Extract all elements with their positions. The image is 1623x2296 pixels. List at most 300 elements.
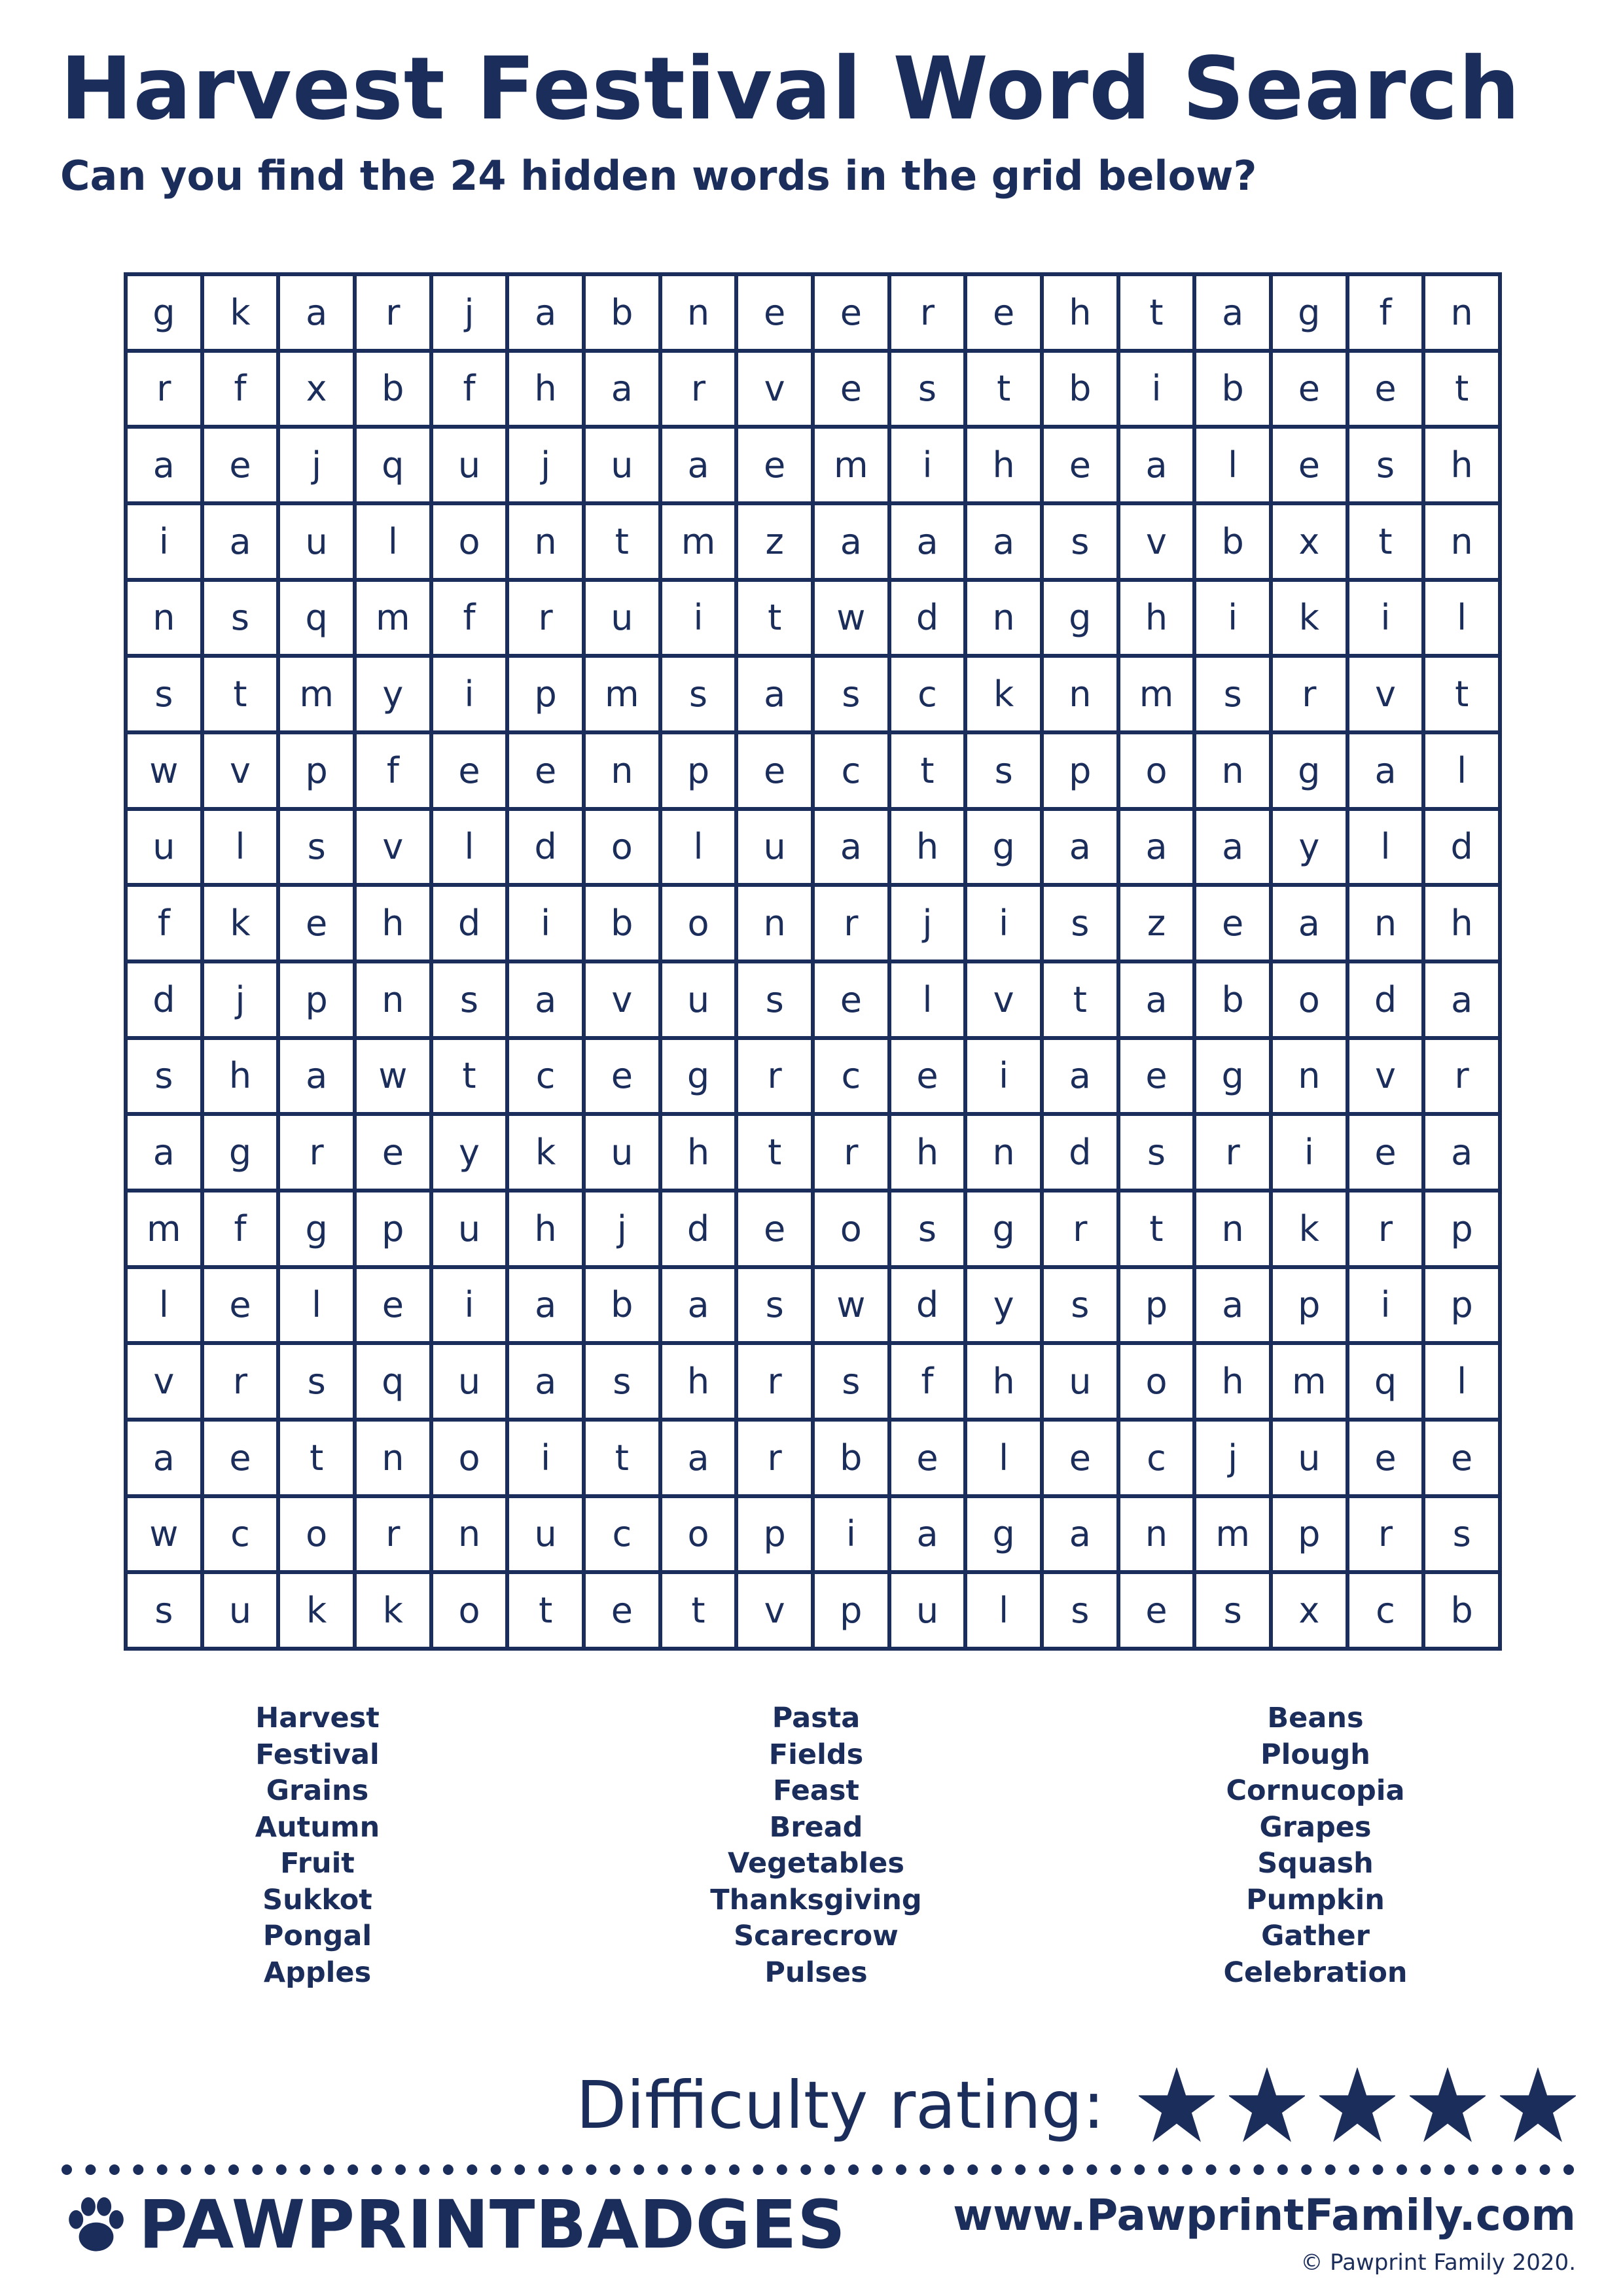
grid-cell: n — [126, 580, 202, 656]
grid-cell: c — [1118, 1420, 1195, 1496]
grid-cell: u — [889, 1572, 966, 1649]
grid-cell: d — [1042, 1114, 1118, 1191]
word-list-column-2 — [633, 1700, 999, 1991]
grid-cell: f — [889, 1343, 966, 1420]
word-list-column-1 — [134, 1700, 501, 1991]
grid-cell: r — [202, 1343, 279, 1420]
grid-cell: v — [1118, 503, 1195, 580]
website-link[interactable]: www.PawprintFamily.com — [953, 2190, 1576, 2240]
grid-cell: p — [813, 1572, 889, 1649]
grid-cell: e — [1042, 1420, 1118, 1496]
grid-cell: o — [278, 1496, 355, 1573]
page-title: Harvest Festival Word Search — [60, 39, 1521, 139]
grid-cell: f — [431, 580, 508, 656]
grid-cell: i — [813, 1496, 889, 1573]
grid-cell: d — [1347, 961, 1424, 1038]
grid-cell: t — [507, 1572, 584, 1649]
grid-cell: f — [126, 885, 202, 961]
grid-cell: s — [889, 351, 966, 427]
grid-cell: t — [889, 732, 966, 809]
word-list-item: Sukkot — [262, 1883, 372, 1916]
grid-cell: i — [1271, 1114, 1347, 1191]
grid-cell: w — [126, 1496, 202, 1573]
grid-cell: e — [1347, 1420, 1424, 1496]
word-list-item: Pumpkin — [1246, 1883, 1385, 1916]
grid-cell: g — [965, 1496, 1042, 1573]
grid-cell: a — [584, 351, 660, 427]
grid-cell: o — [431, 1420, 508, 1496]
grid-cell: e — [736, 732, 813, 809]
grid-cell: s — [278, 1343, 355, 1420]
grid-cell: b — [1042, 351, 1118, 427]
grid-cell: s — [660, 656, 737, 732]
grid-cell: o — [1118, 1343, 1195, 1420]
star-icon — [1229, 2068, 1305, 2144]
grid-cell: n — [507, 503, 584, 580]
grid-cell: i — [660, 580, 737, 656]
grid-cell: h — [1423, 427, 1500, 503]
grid-cell: m — [278, 656, 355, 732]
grid-cell: m — [584, 656, 660, 732]
grid-cell: j — [202, 961, 279, 1038]
grid-cell: q — [278, 580, 355, 656]
grid-cell: t — [1347, 503, 1424, 580]
grid-cell: l — [1423, 732, 1500, 809]
grid-cell: a — [660, 1267, 737, 1344]
grid-cell: t — [1042, 961, 1118, 1038]
grid-cell: i — [431, 656, 508, 732]
grid-cell: p — [1042, 732, 1118, 809]
grid-cell: e — [202, 1267, 279, 1344]
word-list-item: Bread — [769, 1810, 863, 1844]
grid-cell: s — [889, 1191, 966, 1267]
grid-cell: t — [736, 580, 813, 656]
grid-cell: s — [1194, 1572, 1271, 1649]
grid-cell: b — [584, 1267, 660, 1344]
grid-cell: a — [1423, 1114, 1500, 1191]
grid-cell: u — [278, 503, 355, 580]
word-list-item: Fields — [768, 1738, 864, 1771]
word-list-item: Cornucopia — [1226, 1774, 1405, 1807]
grid-cell: m — [126, 1191, 202, 1267]
grid-cell: l — [126, 1267, 202, 1344]
grid-cell: p — [1271, 1496, 1347, 1573]
grid-cell: r — [813, 885, 889, 961]
grid-cell: r — [1347, 1191, 1424, 1267]
grid-cell: s — [1423, 1496, 1500, 1573]
grid-cell: y — [965, 1267, 1042, 1344]
grid-cell: e — [355, 1267, 431, 1344]
grid-cell: r — [813, 1114, 889, 1191]
word-list-item: Grains — [266, 1774, 369, 1807]
grid-cell: m — [1118, 656, 1195, 732]
grid-cell: t — [736, 1114, 813, 1191]
grid-cell: g — [278, 1191, 355, 1267]
grid-cell: n — [1423, 274, 1500, 351]
grid-cell: e — [813, 961, 889, 1038]
grid-cell: q — [355, 427, 431, 503]
grid-cell: b — [584, 274, 660, 351]
page-subtitle: Can you find the 24 hidden words in the grid below? — [60, 152, 1257, 200]
grid-cell: n — [584, 732, 660, 809]
grid-cell: p — [507, 656, 584, 732]
grid-cell: a — [202, 503, 279, 580]
paw-icon — [60, 2189, 132, 2261]
grid-cell: a — [278, 274, 355, 351]
grid-cell: a — [1347, 732, 1424, 809]
star-icon — [1139, 2068, 1215, 2144]
grid-cell: s — [278, 809, 355, 886]
grid-cell: i — [1194, 580, 1271, 656]
grid-cell: e — [584, 1038, 660, 1115]
grid-cell: p — [1423, 1267, 1500, 1344]
grid-cell: n — [1194, 732, 1271, 809]
grid-cell: o — [813, 1191, 889, 1267]
grid-cell: r — [1347, 1496, 1424, 1573]
grid-cell: a — [1118, 961, 1195, 1038]
grid-cell: k — [507, 1114, 584, 1191]
grid-cell: c — [889, 656, 966, 732]
grid-cell: a — [813, 503, 889, 580]
grid-cell: l — [965, 1572, 1042, 1649]
grid-cell: r — [278, 1114, 355, 1191]
grid-cell: o — [1118, 732, 1195, 809]
word-list-item: Grapes — [1259, 1810, 1372, 1844]
grid-cell: a — [889, 503, 966, 580]
grid-cell: r — [660, 351, 737, 427]
grid-cell: f — [202, 1191, 279, 1267]
grid-cell: i — [126, 503, 202, 580]
grid-cell: n — [1194, 1191, 1271, 1267]
grid-cell: t — [1423, 351, 1500, 427]
grid-cell: u — [584, 427, 660, 503]
grid-cell: s — [813, 1343, 889, 1420]
grid-cell: j — [889, 885, 966, 961]
grid-cell: u — [1271, 1420, 1347, 1496]
grid-cell: t — [965, 351, 1042, 427]
grid-cell: n — [1347, 885, 1424, 961]
grid-cell: e — [278, 885, 355, 961]
grid-cell: e — [889, 1420, 966, 1496]
grid-cell: f — [202, 351, 279, 427]
grid-cell: v — [126, 1343, 202, 1420]
grid-cell: x — [1271, 503, 1347, 580]
grid-cell: w — [813, 580, 889, 656]
grid-cell: a — [1271, 885, 1347, 961]
grid-cell: a — [1042, 1496, 1118, 1573]
grid-cell: t — [1118, 274, 1195, 351]
grid-cell: l — [355, 503, 431, 580]
grid-cell: z — [736, 503, 813, 580]
grid-cell: l — [1423, 1343, 1500, 1420]
grid-cell: a — [1118, 809, 1195, 886]
grid-cell: o — [1271, 961, 1347, 1038]
grid-cell: n — [355, 1420, 431, 1496]
grid-cell: s — [813, 656, 889, 732]
grid-cell: d — [507, 809, 584, 886]
word-list-item: Thanksgiving — [710, 1883, 922, 1916]
grid-cell: s — [736, 1267, 813, 1344]
grid-cell: d — [431, 885, 508, 961]
grid-cell: i — [965, 885, 1042, 961]
grid-cell: a — [813, 809, 889, 886]
grid-cell: l — [889, 961, 966, 1038]
grid-cell: h — [889, 809, 966, 886]
grid-cell: v — [965, 961, 1042, 1038]
grid-cell: s — [126, 1572, 202, 1649]
grid-cell: u — [202, 1572, 279, 1649]
grid-cell: s — [1042, 1267, 1118, 1344]
grid-cell: p — [355, 1191, 431, 1267]
word-list-item: Fruit — [280, 1847, 355, 1880]
grid-cell: h — [1423, 885, 1500, 961]
grid-cell: h — [660, 1343, 737, 1420]
grid-cell: e — [813, 274, 889, 351]
grid-cell: r — [1271, 656, 1347, 732]
grid-cell: e — [1118, 1572, 1195, 1649]
grid-cell: r — [355, 274, 431, 351]
grid-cell: e — [1194, 885, 1271, 961]
grid-cell: a — [126, 427, 202, 503]
grid-cell: h — [965, 1343, 1042, 1420]
grid-cell: o — [660, 885, 737, 961]
grid-cell: s — [126, 1038, 202, 1115]
grid-cell: m — [660, 503, 737, 580]
grid-cell: n — [965, 1114, 1042, 1191]
grid-cell: d — [126, 961, 202, 1038]
grid-cell: u — [736, 809, 813, 886]
grid-cell: u — [660, 961, 737, 1038]
grid-cell: k — [1271, 580, 1347, 656]
grid-cell: u — [584, 580, 660, 656]
grid-cell: a — [507, 1267, 584, 1344]
grid-cell: j — [507, 427, 584, 503]
grid-cell: g — [126, 274, 202, 351]
grid-cell: n — [355, 961, 431, 1038]
grid-cell: e — [1118, 1038, 1195, 1115]
word-list-item: Pasta — [772, 1702, 861, 1734]
grid-cell: h — [965, 427, 1042, 503]
grid-cell: s — [1042, 885, 1118, 961]
grid-cell: i — [431, 1267, 508, 1344]
word-list-item: Apples — [263, 1956, 372, 1989]
grid-cell: k — [965, 656, 1042, 732]
grid-cell: t — [660, 1572, 737, 1649]
grid-cell: n — [431, 1496, 508, 1573]
grid-cell: l — [1347, 809, 1424, 886]
grid-cell: e — [889, 1038, 966, 1115]
copyright-text: © Pawprint Family 2020. — [1300, 2250, 1576, 2276]
grid-cell: n — [660, 274, 737, 351]
grid-cell: n — [1423, 503, 1500, 580]
grid-cell: i — [1118, 351, 1195, 427]
difficulty-stars — [1124, 2068, 1576, 2144]
grid-cell: m — [1271, 1343, 1347, 1420]
grid-cell: k — [202, 885, 279, 961]
grid-cell: d — [889, 580, 966, 656]
grid-cell: p — [660, 732, 737, 809]
grid-cell: u — [126, 809, 202, 886]
grid-cell: e — [965, 274, 1042, 351]
grid-cell: n — [1271, 1038, 1347, 1115]
grid-cell: g — [965, 1191, 1042, 1267]
grid-cell: y — [1271, 809, 1347, 886]
grid-cell: i — [507, 1420, 584, 1496]
grid-cell: l — [965, 1420, 1042, 1496]
grid-cell: v — [584, 961, 660, 1038]
grid-cell: a — [660, 1420, 737, 1496]
grid-cell: i — [965, 1038, 1042, 1115]
grid-cell: e — [1347, 351, 1424, 427]
grid-cell: e — [431, 732, 508, 809]
grid-cell: s — [1347, 427, 1424, 503]
grid-cell: k — [1271, 1191, 1347, 1267]
grid-cell: e — [1271, 427, 1347, 503]
word-list-item: Harvest — [255, 1702, 380, 1734]
grid-cell: e — [1271, 351, 1347, 427]
dotted-divider — [60, 2163, 1575, 2176]
grid-cell: t — [202, 656, 279, 732]
word-list-column-3 — [1132, 1700, 1499, 1991]
grid-cell: l — [431, 809, 508, 886]
grid-cell: d — [1423, 809, 1500, 886]
grid-cell: y — [431, 1114, 508, 1191]
grid-cell: a — [1423, 961, 1500, 1038]
grid-cell: u — [431, 1191, 508, 1267]
grid-cell: h — [507, 351, 584, 427]
grid-cell: q — [355, 1343, 431, 1420]
grid-cell: o — [584, 809, 660, 886]
grid-cell: t — [584, 503, 660, 580]
grid-cell: f — [431, 351, 508, 427]
difficulty-label: Difficulty rating: — [576, 2067, 1105, 2144]
grid-cell: e — [202, 427, 279, 503]
grid-cell: a — [1118, 427, 1195, 503]
grid-cell: s — [1194, 656, 1271, 732]
grid-cell: a — [126, 1114, 202, 1191]
grid-cell: e — [736, 427, 813, 503]
grid-cell: m — [1194, 1496, 1271, 1573]
grid-cell: h — [202, 1038, 279, 1115]
grid-cell: a — [507, 961, 584, 1038]
grid-cell: a — [1042, 809, 1118, 886]
word-list-item: Autumn — [255, 1810, 380, 1844]
grid-cell: k — [202, 274, 279, 351]
grid-cell: a — [507, 274, 584, 351]
grid-cell: d — [660, 1191, 737, 1267]
grid-cell: c — [202, 1496, 279, 1573]
grid-cell: r — [1042, 1191, 1118, 1267]
grid-cell: h — [660, 1114, 737, 1191]
grid-cell: r — [355, 1496, 431, 1573]
grid-cell: e — [1347, 1114, 1424, 1191]
grid-cell: l — [202, 809, 279, 886]
grid-cell: q — [1347, 1343, 1424, 1420]
grid-cell: b — [355, 351, 431, 427]
grid-cell: v — [355, 809, 431, 886]
grid-cell: p — [1423, 1191, 1500, 1267]
grid-cell: w — [355, 1038, 431, 1115]
brand-logo — [60, 2186, 846, 2264]
grid-cell: u — [1042, 1343, 1118, 1420]
grid-cell: e — [736, 1191, 813, 1267]
word-list-item: Feast — [773, 1774, 859, 1807]
grid-cell: a — [889, 1496, 966, 1573]
grid-cell: a — [1194, 809, 1271, 886]
grid-cell: b — [1194, 961, 1271, 1038]
word-list-item: Vegetables — [728, 1847, 904, 1880]
grid-cell: x — [278, 351, 355, 427]
grid-cell: r — [1423, 1038, 1500, 1115]
grid-cell: b — [1194, 503, 1271, 580]
grid-cell: h — [507, 1191, 584, 1267]
grid-cell: e — [1423, 1420, 1500, 1496]
grid-cell: e — [736, 274, 813, 351]
grid-cell: p — [278, 961, 355, 1038]
word-list-item: Scarecrow — [734, 1920, 899, 1952]
grid-cell: r — [736, 1038, 813, 1115]
grid-cell: f — [355, 732, 431, 809]
grid-cell: e — [1042, 427, 1118, 503]
grid-cell: r — [1194, 1114, 1271, 1191]
grid-cell: t — [1423, 656, 1500, 732]
grid-cell: e — [813, 351, 889, 427]
grid-cell: l — [1423, 580, 1500, 656]
grid-cell: j — [278, 427, 355, 503]
grid-cell: n — [1118, 1496, 1195, 1573]
grid-cell: b — [1423, 1572, 1500, 1649]
grid-cell: i — [889, 427, 966, 503]
grid-cell: m — [355, 580, 431, 656]
grid-cell: v — [1347, 656, 1424, 732]
grid-cell: a — [507, 1343, 584, 1420]
grid-cell: b — [1194, 351, 1271, 427]
grid-cell: s — [965, 732, 1042, 809]
grid-cell: g — [660, 1038, 737, 1115]
grid-cell: c — [1347, 1572, 1424, 1649]
grid-cell: p — [278, 732, 355, 809]
grid-cell: g — [1271, 274, 1347, 351]
word-list-item: Plough — [1260, 1738, 1370, 1771]
grid-cell: s — [1042, 1572, 1118, 1649]
grid-cell: e — [507, 732, 584, 809]
grid-cell: p — [736, 1496, 813, 1573]
grid-cell: o — [431, 1572, 508, 1649]
word-list-item: Pongal — [262, 1920, 372, 1952]
grid-cell: e — [355, 1114, 431, 1191]
word-list-item: Pulses — [764, 1956, 868, 1989]
grid-cell: s — [736, 961, 813, 1038]
grid-cell: j — [1194, 1420, 1271, 1496]
grid-cell: r — [736, 1343, 813, 1420]
grid-cell: g — [1271, 732, 1347, 809]
grid-cell: c — [507, 1038, 584, 1115]
grid-cell: v — [736, 351, 813, 427]
grid-cell: u — [431, 1343, 508, 1420]
grid-cell: s — [584, 1343, 660, 1420]
grid-cell: r — [889, 274, 966, 351]
grid-cell: e — [202, 1420, 279, 1496]
grid-cell: t — [584, 1420, 660, 1496]
grid-cell: n — [736, 885, 813, 961]
grid-cell: i — [507, 885, 584, 961]
grid-cell: a — [736, 656, 813, 732]
star-icon — [1410, 2068, 1486, 2144]
grid-cell: v — [1347, 1038, 1424, 1115]
grid-cell: f — [1347, 274, 1424, 351]
grid-cell: s — [1118, 1114, 1195, 1191]
brand-name: PAWPRINTBADGES — [139, 2186, 846, 2264]
